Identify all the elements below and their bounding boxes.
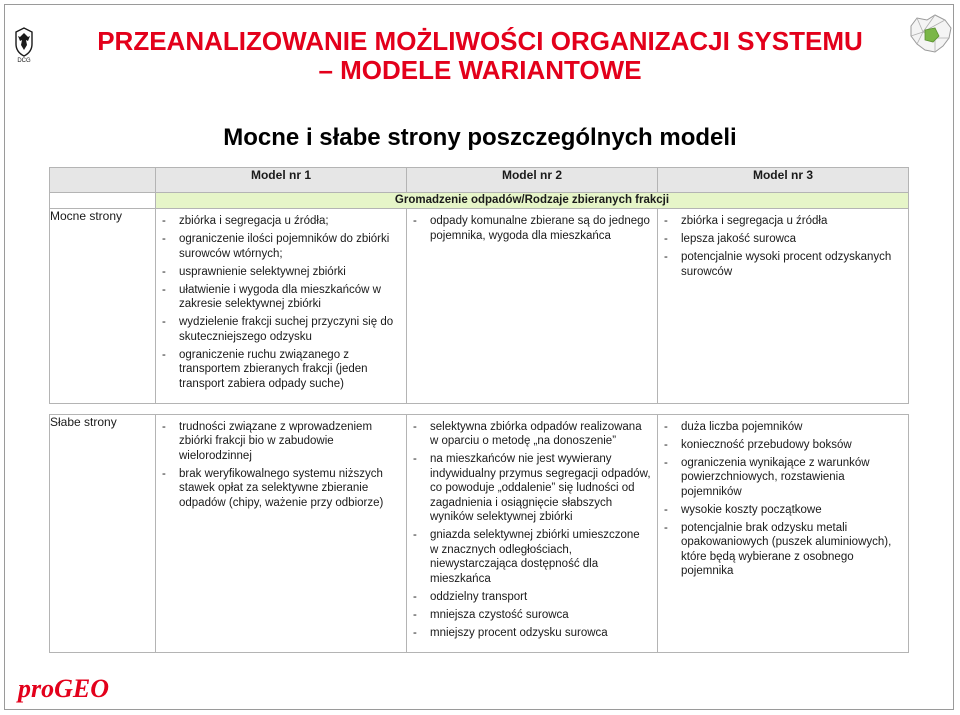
bullet-text: usprawnienie selektywnej zbiórki bbox=[179, 265, 346, 278]
dash-marker: - bbox=[162, 283, 166, 296]
bullet-text: ułatwienie i wygoda dla mieszkańców w zakresie selektywnej zbiórki bbox=[179, 283, 381, 310]
header-corner bbox=[50, 168, 156, 193]
bullet-text: trudności związane z wprowadzeniem zbiórki frakcji bio w zabudowie wielorodzinnej bbox=[179, 420, 373, 462]
bullet-item bbox=[162, 232, 400, 261]
dash-marker: - bbox=[162, 215, 166, 227]
dash-marker: - bbox=[162, 233, 166, 245]
slide-subtitle: Mocne i słabe strony poszczególnych modeli bbox=[223, 124, 737, 151]
bullet-text: mniejsza czystość surowca bbox=[430, 608, 569, 621]
bullet-item bbox=[664, 250, 902, 279]
bullet-text: duża liczba pojemników bbox=[681, 420, 803, 433]
dash-marker: - bbox=[162, 316, 166, 328]
dash-marker: - bbox=[664, 456, 668, 469]
weaknesses-model-3 bbox=[658, 414, 909, 652]
dash-marker: - bbox=[413, 590, 417, 603]
brand-logo: proGEO bbox=[18, 674, 110, 703]
header-model-3: Model nr 3 bbox=[658, 168, 909, 193]
logo-caption: DCG bbox=[17, 58, 31, 64]
strengths-row bbox=[50, 209, 909, 404]
category-band: Gromadzenie odpadów/Rodzaje zbieranych frakcji bbox=[156, 193, 909, 209]
bullet-item bbox=[162, 265, 400, 280]
bullet-item bbox=[664, 232, 902, 247]
weaknesses-row bbox=[50, 414, 909, 652]
bullet-text: wydzielenie frakcji suchej przyczyni się do skuteczniejszego odzysku bbox=[179, 316, 394, 343]
eagle-emblem-icon bbox=[10, 26, 38, 64]
dash-marker: - bbox=[413, 420, 417, 433]
bullet-item bbox=[162, 315, 400, 344]
bullet-item bbox=[413, 590, 651, 605]
bullet-text: ograniczenie ilości pojemników do zbiórki surowców wtórnych; bbox=[179, 233, 390, 260]
bullet-list bbox=[658, 415, 908, 591]
bullet-item bbox=[664, 214, 902, 229]
bullet-item bbox=[413, 528, 651, 586]
dash-marker: - bbox=[162, 265, 166, 278]
bullet-list bbox=[407, 415, 657, 652]
header-row bbox=[50, 168, 909, 193]
bullet-item bbox=[664, 438, 902, 453]
bullet-item bbox=[413, 420, 651, 449]
slide-title-line1: PRZEANALIZOWANIE MOŻLIWOŚCI ORGANIZACJI SYSTEMU bbox=[97, 26, 863, 56]
bullet-text: gniazda selektywnej zbiórki umieszczone w znacznych odległościach, niewystarczająca dostępność dla mieszkańca bbox=[430, 529, 640, 585]
bullet-text: ograniczenia wynikające z warunków powierzchniowych, rozstawienia pojemników bbox=[681, 456, 870, 498]
bullet-text: mniejszy procent odzysku surowca bbox=[430, 626, 608, 639]
bullet-text: zbiórka i segregacja u źródła bbox=[681, 215, 828, 227]
dash-marker: - bbox=[162, 467, 166, 480]
spacer-cell bbox=[50, 403, 909, 414]
strengths-model-2 bbox=[407, 209, 658, 404]
strengths-model-3 bbox=[658, 209, 909, 404]
header-model-1: Model nr 1 bbox=[156, 168, 407, 193]
bullet-item bbox=[162, 420, 400, 464]
bullet-item bbox=[664, 456, 902, 500]
dash-marker: - bbox=[413, 215, 417, 227]
weaknesses-model-1 bbox=[156, 414, 407, 652]
dash-marker: - bbox=[413, 626, 417, 639]
band-empty-cell bbox=[50, 193, 156, 209]
bullet-item bbox=[664, 420, 902, 435]
bullet-item bbox=[162, 467, 400, 511]
dash-marker: - bbox=[413, 453, 417, 465]
bullet-list bbox=[658, 209, 908, 291]
dash-marker: - bbox=[664, 420, 668, 433]
dash-marker: - bbox=[664, 233, 668, 245]
header-model-2: Model nr 2 bbox=[407, 168, 658, 193]
dash-marker: - bbox=[664, 215, 668, 227]
row-spacer bbox=[50, 403, 909, 414]
weaknesses-model-2 bbox=[407, 414, 658, 652]
strengths-model-1 bbox=[156, 209, 407, 404]
bullet-list bbox=[156, 415, 406, 522]
bullet-item bbox=[413, 626, 651, 641]
slide-title-line2: – MODELE WARIANTOWE bbox=[318, 55, 642, 85]
bullet-item bbox=[413, 608, 651, 623]
comparison-table bbox=[49, 167, 909, 653]
bullet-list bbox=[156, 209, 406, 403]
bullet-list bbox=[407, 209, 657, 255]
bullet-text: lepsza jakość surowca bbox=[681, 233, 797, 245]
dash-marker: - bbox=[413, 608, 417, 621]
bullet-text: zbiórka i segregacja u źródła; bbox=[179, 215, 329, 227]
band-row bbox=[50, 193, 909, 209]
bullet-item bbox=[664, 503, 902, 518]
bullet-text: brak weryfikowalnego systemu niższych stawek opłat za selektywne zbieranie odpadów (chipy, ważenie przy odbiorze) bbox=[179, 467, 384, 509]
bullet-item bbox=[664, 521, 902, 579]
dash-marker: - bbox=[664, 251, 668, 263]
bullet-text: potencjalnie wysoki procent odzyskanych surowców bbox=[681, 251, 892, 278]
bullet-text: konieczność przebudowy boksów bbox=[681, 438, 852, 451]
bullet-item bbox=[413, 452, 651, 525]
bullet-item bbox=[162, 214, 400, 229]
bullet-item bbox=[162, 348, 400, 392]
bullet-text: wysokie koszty początkowe bbox=[681, 503, 822, 516]
region-map-icon bbox=[905, 12, 955, 60]
bullet-item bbox=[162, 283, 400, 312]
bullet-item bbox=[413, 214, 651, 243]
bullet-text: potencjalnie brak odzysku metali opakowaniowych (puszek aluminiowych), które będą wybierane z osobnego pojemnika bbox=[681, 521, 892, 577]
bullet-text: selektywna zbiórka odpadów realizowana w oparciu o metodę „na donoszenie” bbox=[430, 420, 642, 447]
dash-marker: - bbox=[664, 503, 668, 516]
dash-marker: - bbox=[413, 529, 417, 541]
bullet-text: ograniczenie ruchu związanego z transportem zbieranych frakcji (jeden transport zabiera odpady suche) bbox=[179, 348, 368, 390]
dash-marker: - bbox=[664, 438, 668, 451]
dash-marker: - bbox=[162, 348, 166, 361]
bullet-text: odpady komunalne zbierane są do jednego pojemnika, wygoda dla mieszkańca bbox=[430, 215, 650, 242]
dash-marker: - bbox=[664, 521, 668, 534]
bullet-text: na mieszkańców nie jest wywierany indywidualny przymus segregacji odpadów, co powoduje „oddalenie” się ludności od zagadnienia i osiągnięcie słabszych wyników selektywnej zbiórki bbox=[430, 453, 651, 523]
dash-marker: - bbox=[162, 420, 166, 433]
row-label-strengths: Mocne strony bbox=[50, 209, 156, 404]
row-label-weaknesses: Słabe strony bbox=[50, 414, 156, 652]
bullet-text: oddzielny transport bbox=[430, 590, 528, 603]
